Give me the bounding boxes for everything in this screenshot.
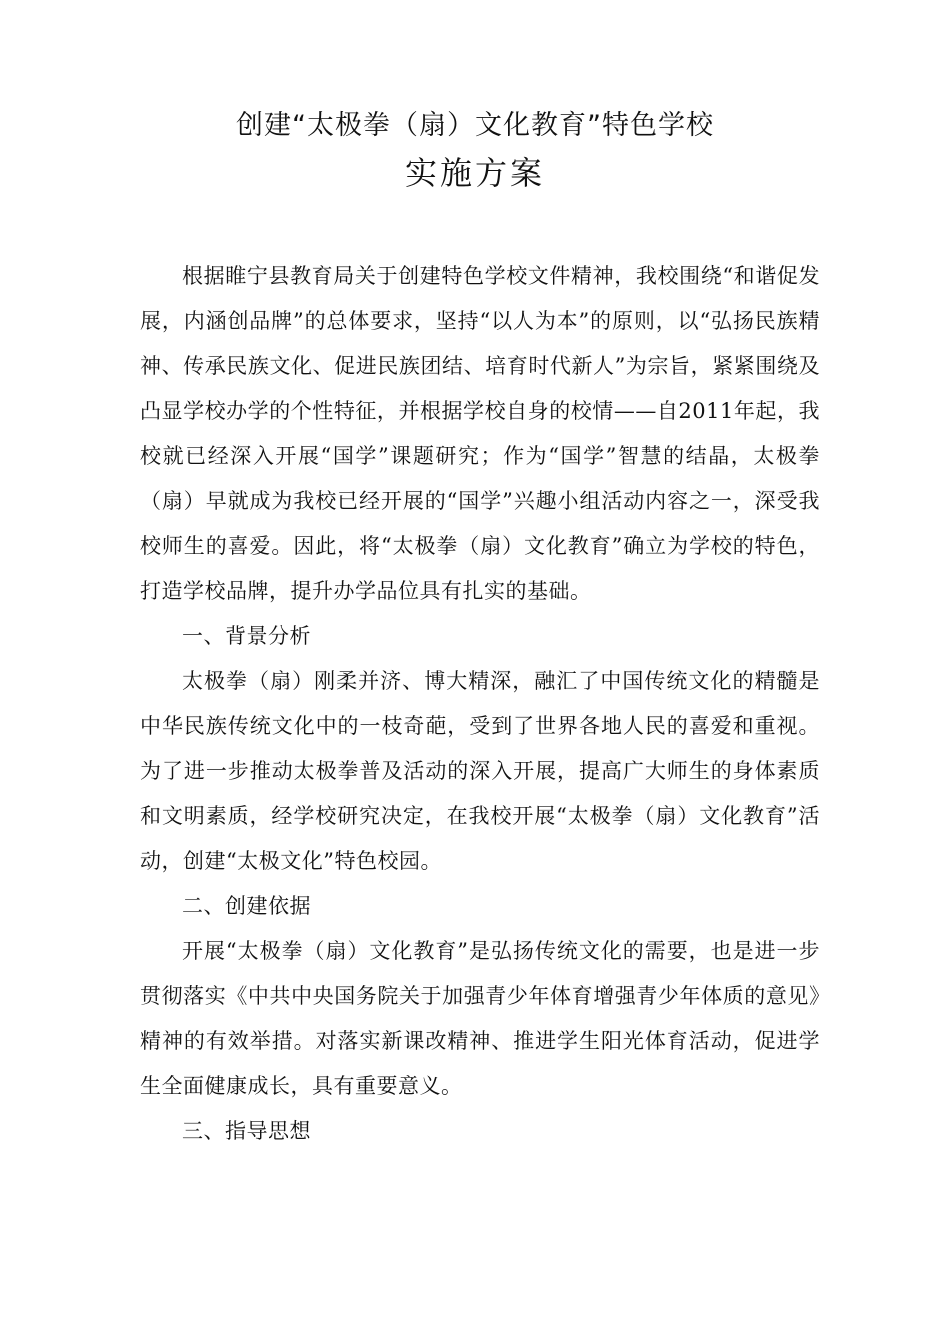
document-body	[140, 254, 820, 1154]
section-paragraph-background: 太极拳（扇）刚柔并济、博大精深，融汇了中国传统文化的精髓是中华民族传统文化中的一枝奇葩，受到了世界各地人民的喜爱和重视。为了进一步推动太极拳普及活动的深入开展，提高广大师生的身体素质和文明素质，经学校研究决定，在我校开展“太极拳（扇）文化教育”活动，创建“太极文化”特色校园。	[140, 669, 820, 873]
section-heading-guiding-ideology: 三、指导思想	[182, 1119, 311, 1143]
document-title: 创建“太极拳（扇）文化教育”特色学校	[236, 110, 714, 141]
intro-paragraph: 根据睢宁县教育局关于创建特色学校文件精神，我校围绕“和谐促发展，内涵创品牌”的总体要求，坚持“以人为本”的原则，以“弘扬民族精神、传承民族文化、促进民族团结、培育时代新人”为宗旨，紧紧围绕及凸显学校办学的个性特征，并根据学校自身的校情——自2011年起，我校就已经深入开展“国学”课题研究；作为“国学”智慧的结晶，太极拳（扇）早就成为我校已经开展的“国学”兴趣小组活动内容之一，深受我校师生的喜爱。因此，将“太极拳（扇）文化教育”确立为学校的特色，打造学校品牌，提升办学品位具有扎实的基础。	[140, 264, 820, 603]
document-subtitle: 实施方案	[404, 154, 545, 192]
section-heading-basis: 二、创建依据	[182, 894, 311, 918]
section-paragraph-basis: 开展“太极拳（扇）文化教育”是弘扬传统文化的需要，也是进一步贯彻落实《中共中央国务院关于加强青少年体育增强青少年体质的意见》精神的有效举措。对落实新课改精神、推进学生阳光体育活动，促进学生全面健康成长，具有重要意义。	[140, 939, 820, 1098]
section-heading-background: 一、背景分析	[182, 624, 311, 648]
